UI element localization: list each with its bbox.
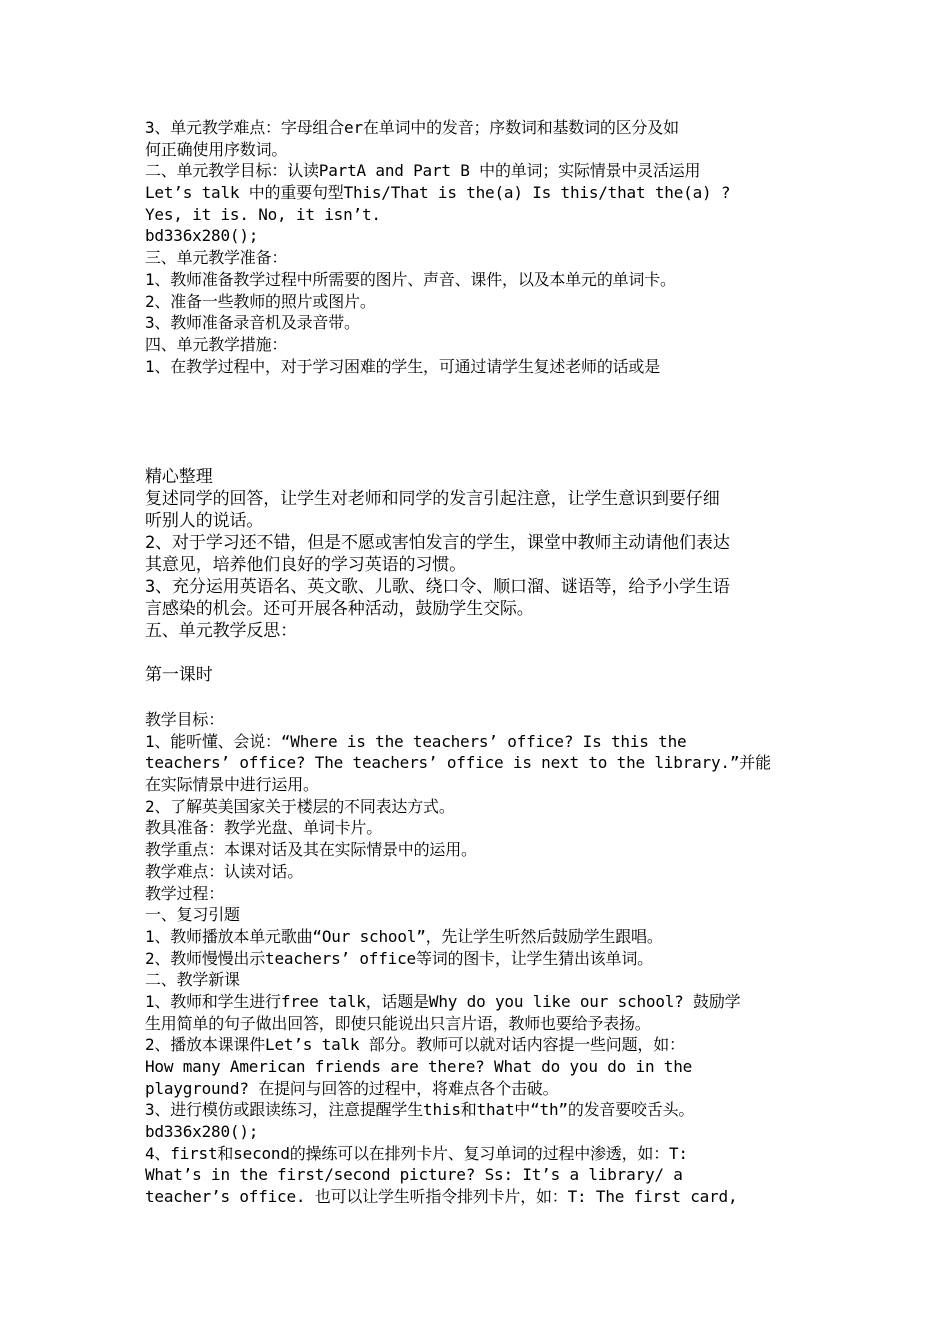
text-line: 二、单元教学目标：认读PartA and Part B 中的单词；实际情景中灵活运用 (145, 161, 701, 181)
text-line: 在实际情景中进行运用。 (145, 775, 319, 795)
text-line: teacher’s office. 也可以让学生听指令排列卡片，如：T: The first card, (145, 1187, 738, 1207)
text-line: 其意见，培养他们良好的学习英语的习惯。 (145, 555, 467, 575)
text-line: 二、教学新课 (145, 970, 240, 990)
lesson-section (145, 709, 825, 1208)
text-line: What’s in the first/second picture? Ss: It’s a library/ a (145, 1165, 683, 1185)
text-line: 1、教师播放本单元歌曲“Our school”，先让学生听然后鼓励学生跟唱。 (145, 926, 663, 946)
text-line: 三、单元教学准备： (145, 248, 288, 268)
text-line: 3、充分运用英语名、英文歌、儿歌、绕口令、顺口溜、谜语等，给予小学生语 (145, 577, 730, 597)
text-line: How many American friends are there? What do you do in the (145, 1057, 693, 1076)
text-line: 一、复习引题 (145, 905, 240, 925)
text-line: teachers’ office? The teachers’ office is next to the library.”并能 (145, 753, 771, 773)
text-line: 生用简单的句子做出回答，即使只能说出只言片语，教师也要给予表扬。 (145, 1013, 651, 1033)
text-line: 1、在教学过程中，对于学习困难的学生，可通过请学生复述老师的话或是 (145, 356, 661, 376)
lesson-heading-block (145, 664, 825, 686)
text-line: 四、单元教学措施： (145, 334, 288, 354)
text-line: 3、单元教学难点：字母组合er在单词中的发音；序数词和基数词的区分及如 (145, 118, 679, 137)
text-line: 教学重点：本课对话及其在实际情景中的运用。 (145, 840, 477, 860)
text-line: 教学过程： (145, 883, 225, 903)
text-line: 五、单元教学反思： (145, 621, 298, 641)
continued-section (145, 466, 825, 642)
text-line: 2、了解英美国家关于楼层的不同表达方式。 (145, 796, 455, 816)
text-line: 1、能听懂、会说：“Where is the teachers’ office? Is this the (145, 731, 687, 751)
text-line: bd336x280(); (145, 1122, 259, 1142)
text-line: 听别人的说话。 (145, 511, 264, 531)
text-line: 2、教师慢慢出示teachers’ office等词的图卡，让学生猜出该单词。 (145, 948, 653, 968)
text-line: Let’s talk 中的重要句型This/That is the(a) Is this/that the(a) ? (145, 183, 731, 203)
text-line: bd336x280(); (145, 226, 259, 246)
text-line: 精心整理 (145, 467, 213, 487)
text-line: 2、播放本课课件Let’s talk 部分。教师可以就对话内容提一些问题，如： (145, 1035, 685, 1055)
text-line: 2、准备一些教师的照片或图片。 (145, 291, 376, 311)
text-line: 言感染的机会。还可开展各种活动，鼓励学生交际。 (145, 599, 534, 619)
text-line: 4、first和second的操练可以在排列卡片、复习单词的过程中渗透，如：T: (145, 1143, 688, 1163)
text-line: 1、教师和学生进行free talk，话题是Why do you like our school? 鼓励学 (145, 991, 741, 1011)
text-line: 教学难点：认读对话。 (145, 861, 304, 881)
text-line: 何正确使用序数词。 (145, 139, 288, 159)
text-line: 教具准备：教学光盘、单词卡片。 (145, 818, 383, 838)
text-line: 教学目标： (145, 710, 225, 729)
text-line: 1、教师准备教学过程中所需要的图片、声音、课件，以及本单元的单词卡。 (145, 269, 676, 289)
unit-plan-section (145, 117, 825, 377)
text-line: 2、对于学习还不错，但是不愿或害怕发言的学生，课堂中教师主动请他们表达 (145, 533, 730, 553)
text-line: playground? 在提问与回答的过程中，将难点各个击破。 (145, 1078, 559, 1098)
text-line: 3、教师准备录音机及录音带。 (145, 313, 360, 333)
text-line: 3、进行模仿或跟读练习，注意提醒学生this和that中“th”的发音要咬舌头。 (145, 1100, 695, 1120)
text-line: Yes, it is. No, it isn’t. (145, 204, 381, 224)
lesson-heading: 第一课时 (145, 665, 213, 685)
text-line: 复述同学的回答，让学生对老师和同学的发言引起注意，让学生意识到要仔细 (145, 489, 720, 509)
